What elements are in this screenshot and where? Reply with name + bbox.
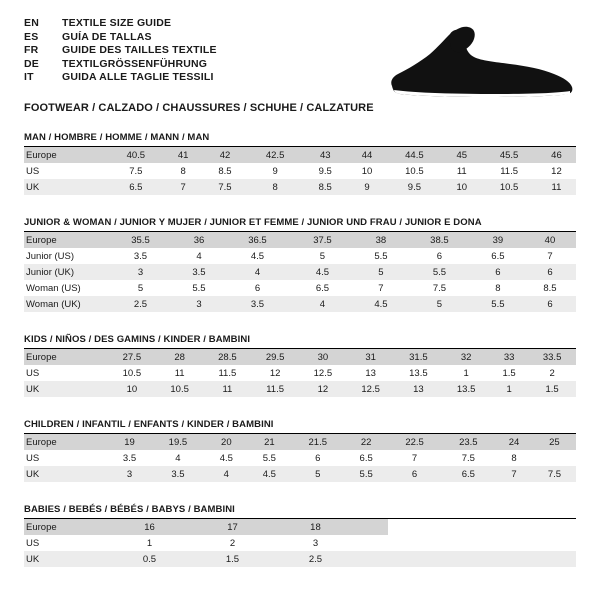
size-cell: 8: [164, 163, 203, 179]
size-cell: 3.5: [108, 248, 173, 264]
size-table-man: [24, 147, 576, 195]
size-table-body: [24, 349, 576, 397]
size-block-kids: [24, 334, 576, 397]
size-cell: 46: [537, 147, 576, 163]
size-cell: 9: [348, 179, 387, 195]
size-cell: 1: [490, 381, 528, 397]
row-label: UK: [24, 551, 108, 567]
size-table-babies: [24, 519, 576, 567]
size-cell: 7.5: [407, 280, 472, 296]
size-cell: 3: [274, 535, 357, 551]
size-cell: 8.5: [203, 163, 248, 179]
size-cell: 8.5: [524, 280, 576, 296]
size-cell: 7: [388, 450, 442, 466]
table-row: [24, 450, 576, 466]
size-cell: 4: [290, 296, 355, 312]
size-cell: 35.5: [108, 232, 173, 248]
size-block-children: [24, 419, 576, 482]
size-cell: 5.5: [248, 450, 291, 466]
language-row: [24, 59, 217, 73]
size-cell: 4: [225, 264, 290, 280]
size-cell: 33.5: [528, 349, 576, 365]
size-cell: 31.5: [395, 349, 443, 365]
size-cell: 11: [537, 179, 576, 195]
row-label: Europe: [24, 232, 108, 248]
size-cell: 1.5: [490, 365, 528, 381]
size-table-body: [24, 519, 576, 567]
size-cell: 7: [164, 179, 203, 195]
size-cell: 42: [203, 147, 248, 163]
table-row: [24, 280, 576, 296]
row-label: US: [24, 535, 108, 551]
size-cell: 22: [345, 434, 388, 450]
size-cell: [357, 519, 388, 535]
size-cell: 11.5: [251, 381, 299, 397]
size-cell-empty: [451, 535, 482, 551]
size-cell: 3.5: [151, 466, 205, 482]
size-cell: 5: [290, 248, 355, 264]
size-cell-empty: [388, 519, 419, 535]
language-row: [24, 45, 217, 59]
size-cell: 30: [299, 349, 347, 365]
size-cell-empty: [545, 551, 576, 567]
size-cell-empty: [420, 535, 451, 551]
size-cell: 36: [173, 232, 225, 248]
size-cell-empty: [513, 535, 544, 551]
size-cell: 1: [442, 365, 490, 381]
table-row: [24, 296, 576, 312]
size-cell: 2.5: [274, 551, 357, 567]
size-cell: 4: [173, 248, 225, 264]
size-cell: 8: [495, 450, 533, 466]
size-cell: 20: [205, 434, 248, 450]
row-label: US: [24, 450, 108, 466]
language-code: IT: [24, 71, 34, 84]
size-cell: 38: [355, 232, 407, 248]
block-heading: BABIES / BEBÉS / BÉBÉS / BABYS / BAMBINI: [24, 504, 576, 519]
row-label: US: [24, 163, 108, 179]
table-row: [24, 365, 576, 381]
size-cell-empty: [451, 519, 482, 535]
table-row: [24, 264, 576, 280]
size-cell: 10: [442, 179, 481, 195]
size-cell: 39: [472, 232, 524, 248]
dress-shoe-icon: [386, 24, 576, 102]
row-label: Europe: [24, 349, 108, 365]
size-cell: 2: [191, 535, 274, 551]
language-code: DE: [24, 57, 39, 70]
language-title: GUIDA ALLE TAGLIE TESSILI: [62, 71, 214, 84]
size-cell: 31: [347, 349, 395, 365]
size-cell: 25: [533, 434, 576, 450]
size-cell: 7: [495, 466, 533, 482]
size-block-junior-woman: [24, 217, 576, 312]
size-cell: 33: [490, 349, 528, 365]
language-row: [24, 72, 217, 86]
size-cell-empty: [545, 519, 576, 535]
size-cell: 11: [442, 163, 481, 179]
table-row: [24, 179, 576, 195]
size-cell-empty: [420, 551, 451, 567]
block-heading: MAN / HOMBRE / HOMME / MANN / MAN: [24, 132, 576, 147]
size-cell: 11.5: [204, 365, 252, 381]
table-row: [24, 232, 576, 248]
size-cell: 6: [388, 466, 442, 482]
size-cell: 13.5: [395, 365, 443, 381]
size-cell-empty: [482, 551, 513, 567]
size-cell: 21: [248, 434, 291, 450]
size-cell: 6: [407, 248, 472, 264]
block-heading: JUNIOR & WOMAN / JUNIOR Y MUJER / JUNIOR ET FEMME / JUNIOR UND FRAU / JUNIOR E DONA: [24, 217, 576, 232]
size-cell: 12.5: [347, 381, 395, 397]
size-cell: 2: [528, 365, 576, 381]
size-cell: 7: [355, 280, 407, 296]
size-cell: 6.5: [345, 450, 388, 466]
block-heading: KIDS / NIÑOS / DES GAMINS / KINDER / BAMBINI: [24, 334, 576, 349]
size-cell: 12: [299, 381, 347, 397]
size-cell-empty: [388, 551, 419, 567]
size-cell: 1.5: [191, 551, 274, 567]
size-cell: 7.5: [441, 450, 495, 466]
size-cell: 6.5: [472, 248, 524, 264]
size-cell: 36.5: [225, 232, 290, 248]
size-cell-empty: [513, 551, 544, 567]
size-cell: 28.5: [204, 349, 252, 365]
size-cell: 6: [472, 264, 524, 280]
table-row: [24, 535, 576, 551]
size-cell: 5.5: [472, 296, 524, 312]
size-table-body: [24, 147, 576, 195]
size-cell: 10.5: [387, 163, 443, 179]
size-cell: 4: [151, 450, 205, 466]
size-cell: 18: [274, 519, 357, 535]
table-row: [24, 434, 576, 450]
size-cell: 11: [204, 381, 252, 397]
size-cell: 23.5: [441, 434, 495, 450]
size-cell: 19.5: [151, 434, 205, 450]
size-cell: 19: [108, 434, 151, 450]
language-title: TEXTILGRÖSSENFÜHRUNG: [62, 57, 208, 70]
size-cell: 6.5: [108, 179, 164, 195]
size-cell: 10: [108, 381, 156, 397]
size-cell: 6: [291, 450, 345, 466]
size-cell: 9.5: [303, 163, 348, 179]
size-cell: 24: [495, 434, 533, 450]
size-table-body: [24, 232, 576, 312]
table-row: [24, 147, 576, 163]
size-cell-empty: [482, 535, 513, 551]
size-cell: 5.5: [355, 248, 407, 264]
size-cell: 9.5: [387, 179, 443, 195]
size-cell-empty: [482, 519, 513, 535]
size-cell: 27.5: [108, 349, 156, 365]
size-cell: 7.5: [533, 466, 576, 482]
size-cell: 9: [247, 163, 303, 179]
row-label: UK: [24, 179, 108, 195]
language-titles: [24, 18, 217, 86]
size-cell: 5.5: [173, 280, 225, 296]
size-block-babies: [24, 504, 576, 567]
row-label: Europe: [24, 147, 108, 163]
footwear-section-title: FOOTWEAR / CALZADO / CHAUSSURES / SCHUHE / CALZATURE: [24, 101, 374, 114]
size-cell: 4: [205, 466, 248, 482]
language-code: FR: [24, 44, 39, 57]
size-cell: 29.5: [251, 349, 299, 365]
table-row: [24, 551, 576, 567]
language-row: [24, 32, 217, 46]
size-cell: 1: [108, 535, 191, 551]
row-label: Woman (US): [24, 280, 108, 296]
size-cell: 3: [173, 296, 225, 312]
block-heading: CHILDREN / INFANTIL / ENFANTS / KINDER / BAMBINI: [24, 419, 576, 434]
row-label: UK: [24, 466, 108, 482]
size-cell: 6.5: [441, 466, 495, 482]
size-cell: 10.5: [156, 381, 204, 397]
size-cell: 0.5: [108, 551, 191, 567]
size-cell: 8: [247, 179, 303, 195]
size-cell: 21.5: [291, 434, 345, 450]
size-cell: 5: [355, 264, 407, 280]
language-title: GUÍA DE TALLAS: [62, 30, 152, 43]
size-cell: 4.5: [290, 264, 355, 280]
table-row: [24, 248, 576, 264]
size-cell: 16: [108, 519, 191, 535]
size-table-body: [24, 434, 576, 482]
size-cell-empty: [357, 551, 388, 567]
size-table-children: [24, 434, 576, 482]
size-cell: 6: [524, 296, 576, 312]
size-table-kids: [24, 349, 576, 397]
size-cell: 6.5: [290, 280, 355, 296]
row-label: US: [24, 365, 108, 381]
size-cell: 41: [164, 147, 203, 163]
size-cell: 44.5: [387, 147, 443, 163]
size-cell: 3: [108, 466, 151, 482]
size-cell: 5: [291, 466, 345, 482]
row-label: Junior (US): [24, 248, 108, 264]
size-cell: 13.5: [442, 381, 490, 397]
row-label: Europe: [24, 519, 108, 535]
size-cell: 3.5: [108, 450, 151, 466]
size-cell-empty: [420, 519, 451, 535]
size-cell: 12.5: [299, 365, 347, 381]
size-cell: 12: [537, 163, 576, 179]
size-cell: 10.5: [108, 365, 156, 381]
size-cell: 8: [472, 280, 524, 296]
size-table-junior-woman: [24, 232, 576, 312]
size-cell: 37.5: [290, 232, 355, 248]
size-cell: 4.5: [248, 466, 291, 482]
page-header: [24, 17, 576, 114]
language-code: EN: [24, 17, 39, 29]
row-label: Woman (UK): [24, 296, 108, 312]
size-cell: 40: [524, 232, 576, 248]
size-cell: 6: [524, 264, 576, 280]
size-cell: 10.5: [481, 179, 537, 195]
size-cell: 43: [303, 147, 348, 163]
size-cell: 6: [225, 280, 290, 296]
size-cell: 5: [108, 280, 173, 296]
language-titles-body: [24, 18, 217, 86]
language-title: TEXTILE SIZE GUIDE: [62, 17, 172, 29]
size-cell: 4.5: [205, 450, 248, 466]
table-row: [24, 349, 576, 365]
row-label: Europe: [24, 434, 108, 450]
size-cell: 45.5: [481, 147, 537, 163]
size-cell: 4.5: [355, 296, 407, 312]
size-cell: 8.5: [303, 179, 348, 195]
table-row: [24, 381, 576, 397]
size-cell: 22.5: [388, 434, 442, 450]
row-label: Junior (UK): [24, 264, 108, 280]
size-cell: 4.5: [225, 248, 290, 264]
size-cell-empty: [513, 519, 544, 535]
size-cell: 5.5: [407, 264, 472, 280]
size-cell: 5: [407, 296, 472, 312]
size-cell: 3.5: [225, 296, 290, 312]
size-cell: 11: [156, 365, 204, 381]
size-cell: 2.5: [108, 296, 173, 312]
size-cell: 3.5: [173, 264, 225, 280]
table-row: [24, 163, 576, 179]
size-cell: 11.5: [481, 163, 537, 179]
size-cell-empty: [388, 535, 419, 551]
size-cell: 42.5: [247, 147, 303, 163]
size-cell-empty: [451, 551, 482, 567]
size-cell: 32: [442, 349, 490, 365]
size-cell: 45: [442, 147, 481, 163]
size-cell: 10: [348, 163, 387, 179]
language-code: ES: [24, 30, 39, 43]
size-cell: 40.5: [108, 147, 164, 163]
size-cell-empty: [357, 535, 388, 551]
size-cell: 13: [395, 381, 443, 397]
size-cell: 5.5: [345, 466, 388, 482]
size-cell: 13: [347, 365, 395, 381]
size-cell: 38.5: [407, 232, 472, 248]
size-cell: 1.5: [528, 381, 576, 397]
size-cell: 7.5: [203, 179, 248, 195]
row-label: UK: [24, 381, 108, 397]
size-cell: 12: [251, 365, 299, 381]
size-cell: 28: [156, 349, 204, 365]
size-cell: 7.5: [108, 163, 164, 179]
size-block-man: [24, 132, 576, 195]
size-cell: 7: [524, 248, 576, 264]
size-cell: 17: [191, 519, 274, 535]
table-row: [24, 466, 576, 482]
language-title: GUIDE DES TAILLES TEXTILE: [62, 44, 217, 57]
size-cell: [533, 450, 576, 466]
language-row: [24, 18, 217, 32]
size-cell-empty: [545, 535, 576, 551]
size-cell: 44: [348, 147, 387, 163]
size-cell: 3: [108, 264, 173, 280]
table-row: [24, 519, 576, 535]
